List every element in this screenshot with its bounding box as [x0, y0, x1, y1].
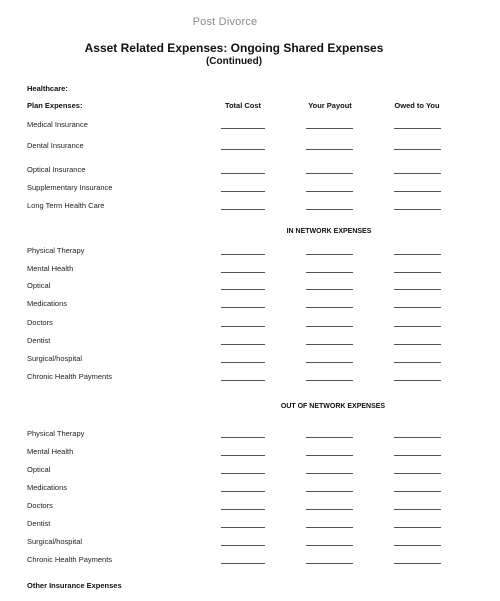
- your-payout-blank[interactable]: [306, 455, 353, 456]
- total-cost-blank[interactable]: [221, 149, 265, 150]
- column-header-owed-to-you: Owed to You: [394, 101, 440, 110]
- row-label: Dental Insurance: [27, 141, 84, 150]
- owed-to-you-blank[interactable]: [394, 128, 441, 129]
- row-label: Dentist: [27, 336, 51, 345]
- row-label: Medical Insurance: [27, 120, 88, 129]
- row-label: Surgical/hospital: [27, 537, 83, 546]
- owed-to-you-blank[interactable]: [394, 491, 441, 492]
- total-cost-blank[interactable]: [221, 527, 265, 528]
- section-other-insurance: Other Insurance Expenses: [27, 581, 122, 590]
- your-payout-blank[interactable]: [306, 527, 353, 528]
- your-payout-blank[interactable]: [306, 272, 353, 273]
- table-row: [0, 354, 500, 366]
- total-cost-blank[interactable]: [221, 191, 265, 192]
- row-label: Chronic Health Payments: [27, 372, 113, 381]
- table-row: [0, 537, 500, 549]
- owed-to-you-blank[interactable]: [394, 272, 441, 273]
- owed-to-you-blank[interactable]: [394, 326, 441, 327]
- table-row: [0, 447, 500, 459]
- your-payout-blank[interactable]: [306, 149, 353, 150]
- total-cost-blank[interactable]: [221, 289, 265, 290]
- row-label: Long Term Health Care: [27, 201, 105, 210]
- total-cost-blank[interactable]: [221, 307, 265, 308]
- page-subtitle: (Continued): [205, 56, 263, 67]
- owed-to-you-blank[interactable]: [394, 307, 441, 308]
- your-payout-blank[interactable]: [306, 173, 353, 174]
- your-payout-blank[interactable]: [306, 380, 353, 381]
- in-network-heading: IN NETWORK EXPENSES: [286, 228, 372, 235]
- total-cost-blank[interactable]: [221, 272, 265, 273]
- table-row: [0, 201, 500, 213]
- owed-to-you-blank[interactable]: [394, 545, 441, 546]
- table-row: [0, 519, 500, 531]
- table-row: [0, 483, 500, 495]
- total-cost-blank[interactable]: [221, 545, 265, 546]
- row-label: Physical Therapy: [27, 429, 85, 438]
- table-row: [0, 299, 500, 311]
- table-row: [0, 281, 500, 293]
- section-healthcare: Healthcare:: [27, 84, 68, 93]
- out-network-heading: OUT OF NETWORK EXPENSES: [280, 403, 386, 410]
- table-row: [0, 165, 500, 177]
- table-row: [0, 555, 500, 567]
- total-cost-blank[interactable]: [221, 491, 265, 492]
- row-label: Surgical/hospital: [27, 354, 83, 363]
- your-payout-blank[interactable]: [306, 437, 353, 438]
- total-cost-blank[interactable]: [221, 563, 265, 564]
- owed-to-you-blank[interactable]: [394, 563, 441, 564]
- table-row: [0, 318, 500, 330]
- total-cost-blank[interactable]: [221, 209, 265, 210]
- row-label: Medications: [27, 483, 68, 492]
- owed-to-you-blank[interactable]: [394, 380, 441, 381]
- your-payout-blank[interactable]: [306, 362, 353, 363]
- column-header-plan-expenses: Plan Expenses:: [27, 101, 83, 110]
- page-header: Post Divorce: [192, 16, 258, 28]
- owed-to-you-blank[interactable]: [394, 362, 441, 363]
- owed-to-you-blank[interactable]: [394, 191, 441, 192]
- total-cost-blank[interactable]: [221, 473, 265, 474]
- column-header-your-payout: Your Payout: [308, 101, 352, 110]
- owed-to-you-blank[interactable]: [394, 473, 441, 474]
- your-payout-blank[interactable]: [306, 473, 353, 474]
- column-header-total-cost: Total Cost: [224, 101, 262, 110]
- row-label: Doctors: [27, 501, 53, 510]
- owed-to-you-blank[interactable]: [394, 527, 441, 528]
- total-cost-blank[interactable]: [221, 362, 265, 363]
- owed-to-you-blank[interactable]: [394, 254, 441, 255]
- total-cost-blank[interactable]: [221, 254, 265, 255]
- table-row: [0, 429, 500, 441]
- owed-to-you-blank[interactable]: [394, 437, 441, 438]
- table-row: [0, 120, 500, 132]
- your-payout-blank[interactable]: [306, 509, 353, 510]
- your-payout-blank[interactable]: [306, 491, 353, 492]
- row-label: Optical: [27, 465, 51, 474]
- table-row: [0, 336, 500, 348]
- table-row: [0, 183, 500, 195]
- page-title: Asset Related Expenses: Ongoing Shared Expenses: [84, 41, 384, 55]
- row-label: Physical Therapy: [27, 246, 85, 255]
- row-label: Doctors: [27, 318, 53, 327]
- table-row: [0, 372, 500, 384]
- total-cost-blank[interactable]: [221, 128, 265, 129]
- owed-to-you-blank[interactable]: [394, 509, 441, 510]
- table-row: [0, 501, 500, 513]
- row-label: Medications: [27, 299, 68, 308]
- row-label: Chronic Health Payments: [27, 555, 113, 564]
- your-payout-blank[interactable]: [306, 191, 353, 192]
- owed-to-you-blank[interactable]: [394, 149, 441, 150]
- total-cost-blank[interactable]: [221, 437, 265, 438]
- your-payout-blank[interactable]: [306, 209, 353, 210]
- your-payout-blank[interactable]: [306, 128, 353, 129]
- your-payout-blank[interactable]: [306, 545, 353, 546]
- table-row: [0, 264, 500, 276]
- your-payout-blank[interactable]: [306, 344, 353, 345]
- your-payout-blank[interactable]: [306, 307, 353, 308]
- table-row: [0, 465, 500, 477]
- your-payout-blank[interactable]: [306, 563, 353, 564]
- total-cost-blank[interactable]: [221, 509, 265, 510]
- table-row: [0, 246, 500, 258]
- table-row: [0, 141, 500, 153]
- owed-to-you-blank[interactable]: [394, 289, 441, 290]
- row-label: Supplementary Insurance: [27, 183, 113, 192]
- total-cost-blank[interactable]: [221, 380, 265, 381]
- total-cost-blank[interactable]: [221, 455, 265, 456]
- row-label: Mental Health: [27, 447, 74, 456]
- owed-to-you-blank[interactable]: [394, 455, 441, 456]
- your-payout-blank[interactable]: [306, 289, 353, 290]
- total-cost-blank[interactable]: [221, 173, 265, 174]
- row-label: Optical Insurance: [27, 165, 86, 174]
- total-cost-blank[interactable]: [221, 344, 265, 345]
- row-label: Dentist: [27, 519, 51, 528]
- row-label: Mental Health: [27, 264, 74, 273]
- owed-to-you-blank[interactable]: [394, 344, 441, 345]
- total-cost-blank[interactable]: [221, 326, 265, 327]
- owed-to-you-blank[interactable]: [394, 209, 441, 210]
- your-payout-blank[interactable]: [306, 254, 353, 255]
- row-label: Optical: [27, 281, 51, 290]
- owed-to-you-blank[interactable]: [394, 173, 441, 174]
- your-payout-blank[interactable]: [306, 326, 353, 327]
